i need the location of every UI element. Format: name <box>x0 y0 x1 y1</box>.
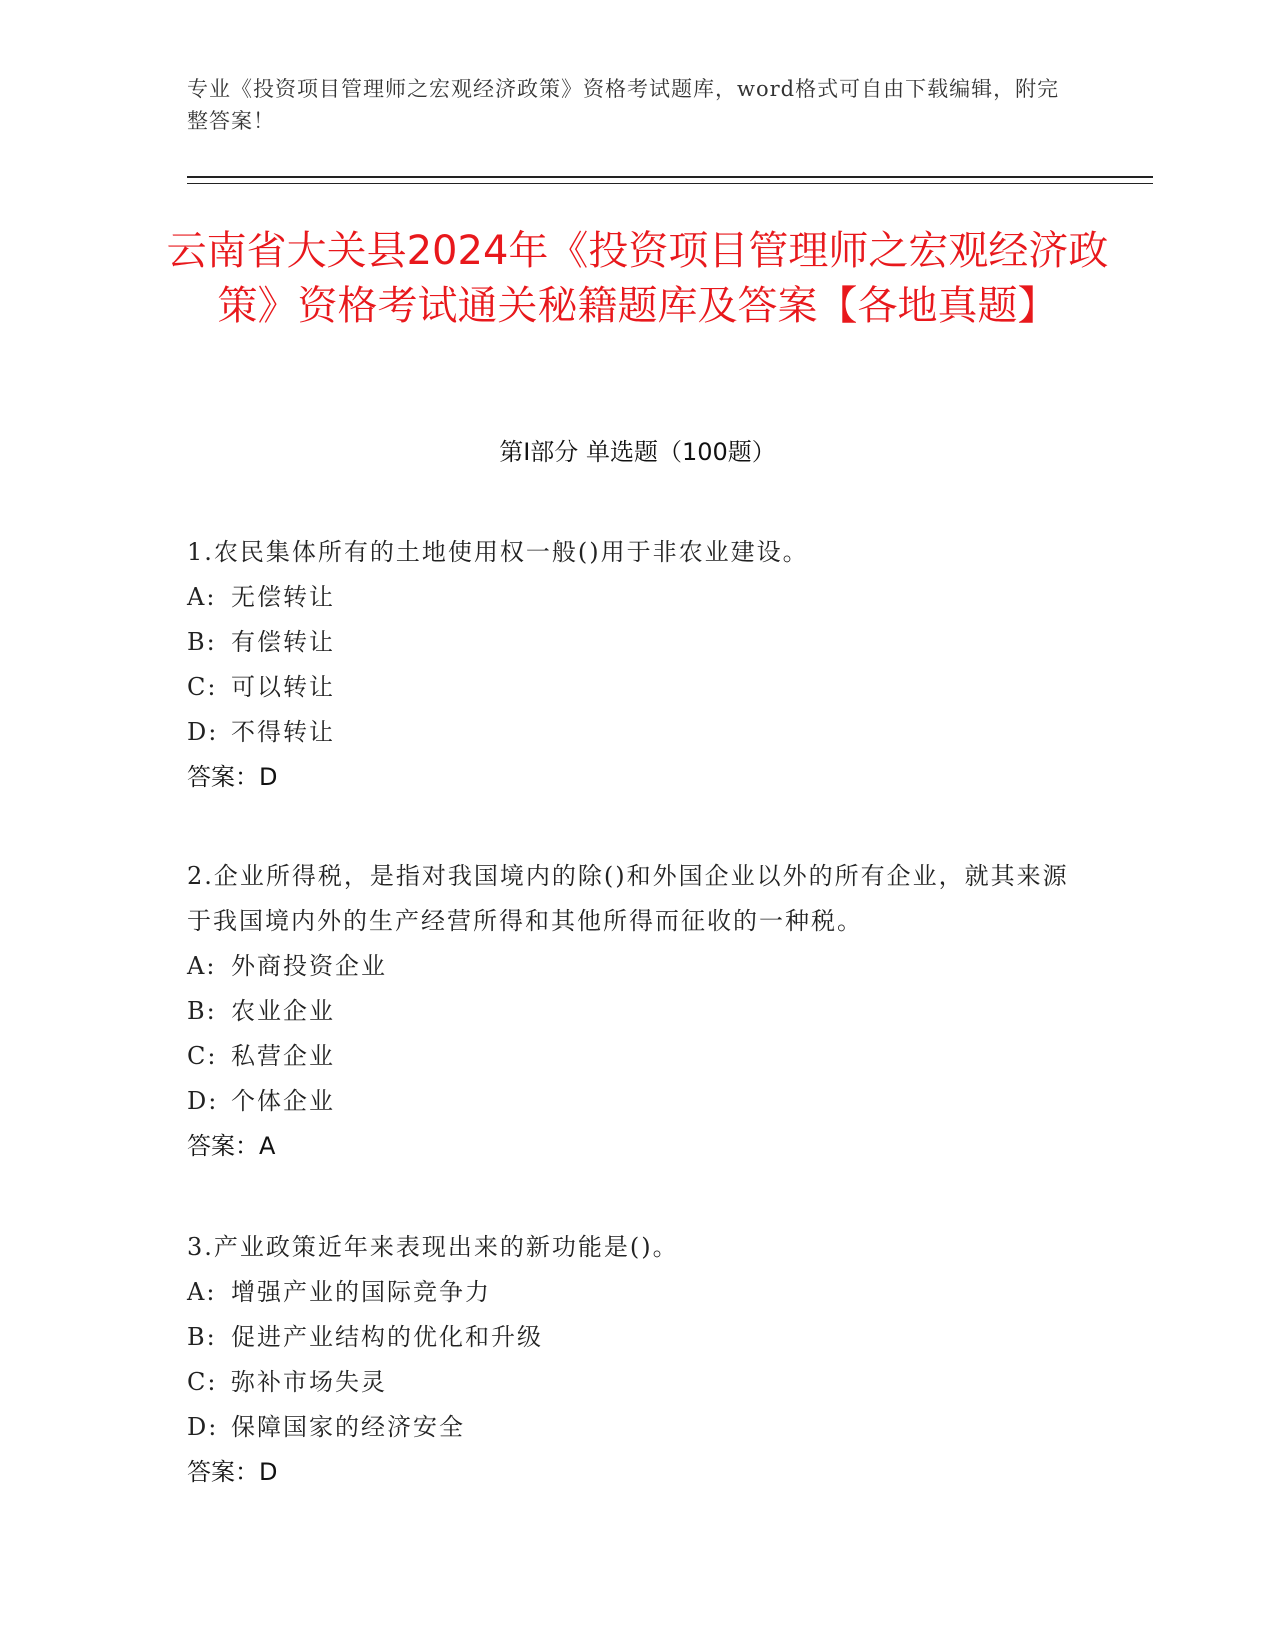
question-item <box>187 1225 1087 1495</box>
question-stem: 1.农民集体所有的土地使用权一般()用于非农业建设。 <box>187 538 809 566</box>
option-text: 农业企业 <box>231 997 335 1025</box>
answer-line: 答案：D <box>187 1458 278 1486</box>
option-b <box>187 620 1087 665</box>
option-text: 有偿转让 <box>231 628 335 656</box>
option-text: 个体企业 <box>231 1087 335 1115</box>
option-text: 弥补市场失灵 <box>231 1368 387 1396</box>
option-c <box>187 665 1087 710</box>
option-letter: C: <box>187 1042 218 1070</box>
option-a <box>187 1270 1087 1315</box>
option-letter: C: <box>187 1368 218 1396</box>
option-d <box>187 710 1087 755</box>
option-letter: C: <box>187 673 218 701</box>
option-c <box>187 1360 1087 1405</box>
answer-line: 答案：D <box>187 763 278 791</box>
option-text: 保障国家的经济安全 <box>231 1413 465 1441</box>
option-text: 可以转让 <box>231 673 335 701</box>
option-letter: D: <box>187 718 219 746</box>
option-text: 无偿转让 <box>231 583 335 611</box>
option-d <box>187 1405 1087 1450</box>
question-stem: 3.产业政策近年来表现出来的新功能是()。 <box>187 1233 679 1261</box>
document-title: 云南省大关县2024年《投资项目管理师之宏观经济政策》资格考试通关秘籍题库及答案【各地真题】 <box>166 228 1109 329</box>
option-letter: B: <box>187 628 217 656</box>
option-b <box>187 989 1087 1034</box>
option-letter: A: <box>187 952 217 980</box>
option-a <box>187 575 1087 620</box>
option-text: 促进产业结构的优化和升级 <box>231 1323 543 1351</box>
question-stem: 2.企业所得税，是指对我国境内的除()和外国企业以外的所有企业，就其来源于我国境内外的生产经营所得和其他所得而征收的一种税。 <box>187 862 1069 935</box>
option-letter: D: <box>187 1413 219 1441</box>
option-a <box>187 944 1087 989</box>
option-letter: A: <box>187 1278 217 1306</box>
section-title: 第I部分 单选题（100题） <box>499 438 776 466</box>
option-text: 不得转让 <box>231 718 335 746</box>
question-item <box>187 530 1087 800</box>
option-c <box>187 1034 1087 1079</box>
header-divider-thick <box>187 176 1153 178</box>
answer-line: 答案：A <box>187 1132 276 1160</box>
header-note: 专业《投资项目管理师之宏观经济政策》资格考试题库，word格式可自由下载编辑，附完整答案！ <box>187 77 1060 133</box>
option-letter: D: <box>187 1087 219 1115</box>
question-list <box>187 530 1087 1549</box>
option-text: 外商投资企业 <box>231 952 387 980</box>
option-text: 增强产业的国际竞争力 <box>231 1278 491 1306</box>
option-text: 私营企业 <box>231 1042 335 1070</box>
question-item <box>187 854 1087 1169</box>
option-d <box>187 1079 1087 1124</box>
option-letter: A: <box>187 583 217 611</box>
option-b <box>187 1315 1087 1360</box>
option-letter: B: <box>187 997 217 1025</box>
header-divider-thin <box>187 183 1153 184</box>
option-letter: B: <box>187 1323 217 1351</box>
